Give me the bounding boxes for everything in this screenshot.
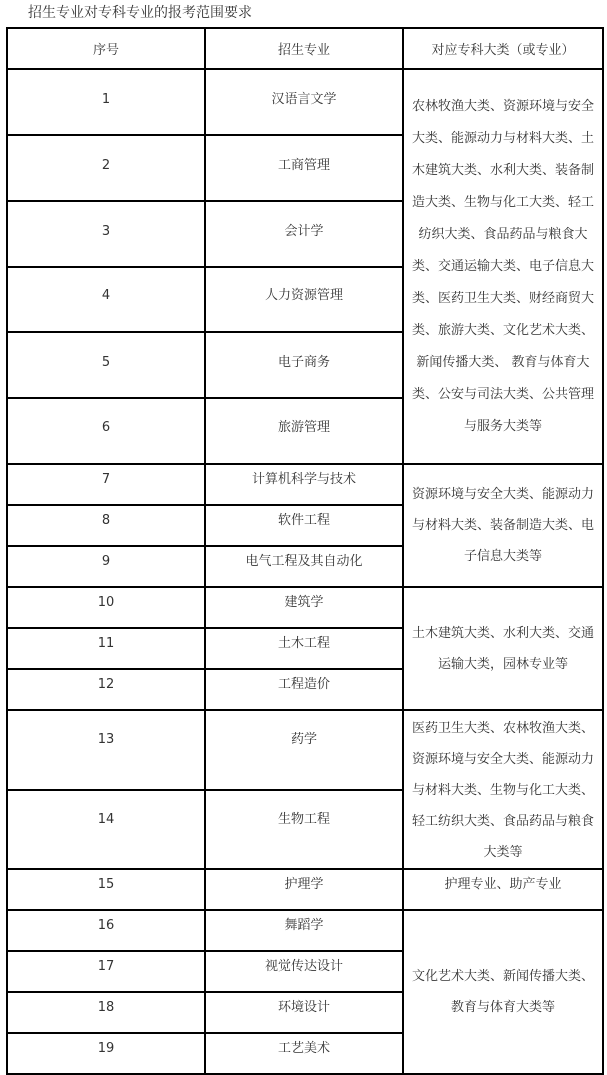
- major-cell: 工商管理: [205, 135, 403, 201]
- serial-number-cell: 18: [7, 992, 205, 1033]
- serial-number-cell: 5: [7, 332, 205, 398]
- header-major: 招生专业: [205, 28, 403, 69]
- serial-number-cell: 3: [7, 201, 205, 267]
- serial-number-cell: 1: [7, 69, 205, 135]
- table-row: [7, 69, 603, 135]
- major-cell: 旅游管理: [205, 398, 403, 464]
- serial-number-cell: 16: [7, 910, 205, 951]
- major-cell: 汉语言文学: [205, 69, 403, 135]
- category-scope-cell: 文化艺术大类、新闻传播大类、教育与体育大类等: [403, 910, 603, 1074]
- major-cell: 工程造价: [205, 669, 403, 710]
- major-cell: 护理学: [205, 869, 403, 910]
- major-cell: 环境设计: [205, 992, 403, 1033]
- table-row: [7, 587, 603, 628]
- major-cell: 软件工程: [205, 505, 403, 546]
- document-title: 招生专业对专科专业的报考范围要求: [28, 5, 252, 21]
- major-cell: 计算机科学与技术: [205, 464, 403, 505]
- serial-number-cell: 14: [7, 790, 205, 870]
- major-cell: 人力资源管理: [205, 267, 403, 332]
- major-requirements-table: [6, 27, 604, 1075]
- major-cell: 电气工程及其自动化: [205, 546, 403, 587]
- table-row: [7, 464, 603, 505]
- table-row: [7, 869, 603, 910]
- serial-number-cell: 15: [7, 869, 205, 910]
- category-scope-cell: 资源环境与安全大类、能源动力与材料大类、装备制造大类、电子信息大类等: [403, 464, 603, 587]
- major-cell: 生物工程: [205, 790, 403, 870]
- serial-number-cell: 6: [7, 398, 205, 464]
- major-cell: 视觉传达设计: [205, 951, 403, 992]
- serial-number-cell: 7: [7, 464, 205, 505]
- header-corresponding-category: 对应专科大类（或专业）: [403, 28, 603, 69]
- serial-number-cell: 8: [7, 505, 205, 546]
- major-cell: 土木工程: [205, 628, 403, 669]
- major-cell: 药学: [205, 710, 403, 790]
- serial-number-cell: 12: [7, 669, 205, 710]
- header-serial-number: 序号: [7, 28, 205, 69]
- serial-number-cell: 19: [7, 1033, 205, 1074]
- serial-number-cell: 9: [7, 546, 205, 587]
- category-scope-cell: 护理专业、助产专业: [403, 869, 603, 910]
- table-row: [7, 910, 603, 951]
- serial-number-cell: 17: [7, 951, 205, 992]
- table-row: [7, 710, 603, 790]
- serial-number-cell: 10: [7, 587, 205, 628]
- category-scope-cell: 农林牧渔大类、资源环境与安全大类、能源动力与材料大类、土木建筑大类、水利大类、装备制造大类、生物与化工大类、轻工纺织大类、食品药品与粮食大类、交通运输大类、电子信息大类、医药卫生大类、财经商贸大类、旅游大类、文化艺术大类、新闻传播大类、 教育与体育大类、公安与司法大类、公共管理与服务大类等: [403, 69, 603, 464]
- serial-number-cell: 13: [7, 710, 205, 790]
- table-header-row: [7, 28, 603, 69]
- major-cell: 建筑学: [205, 587, 403, 628]
- major-cell: 工艺美术: [205, 1033, 403, 1074]
- serial-number-cell: 4: [7, 267, 205, 332]
- category-scope-cell: 土木建筑大类、水利大类、交通运输大类，园林专业等: [403, 587, 603, 710]
- major-cell: 舞蹈学: [205, 910, 403, 951]
- major-cell: 电子商务: [205, 332, 403, 398]
- category-scope-cell: 医药卫生大类、农林牧渔大类、资源环境与安全大类、能源动力与材料大类、生物与化工大类、轻工纺织大类、食品药品与粮食大类等: [403, 710, 603, 869]
- serial-number-cell: 11: [7, 628, 205, 669]
- serial-number-cell: 2: [7, 135, 205, 201]
- major-cell: 会计学: [205, 201, 403, 267]
